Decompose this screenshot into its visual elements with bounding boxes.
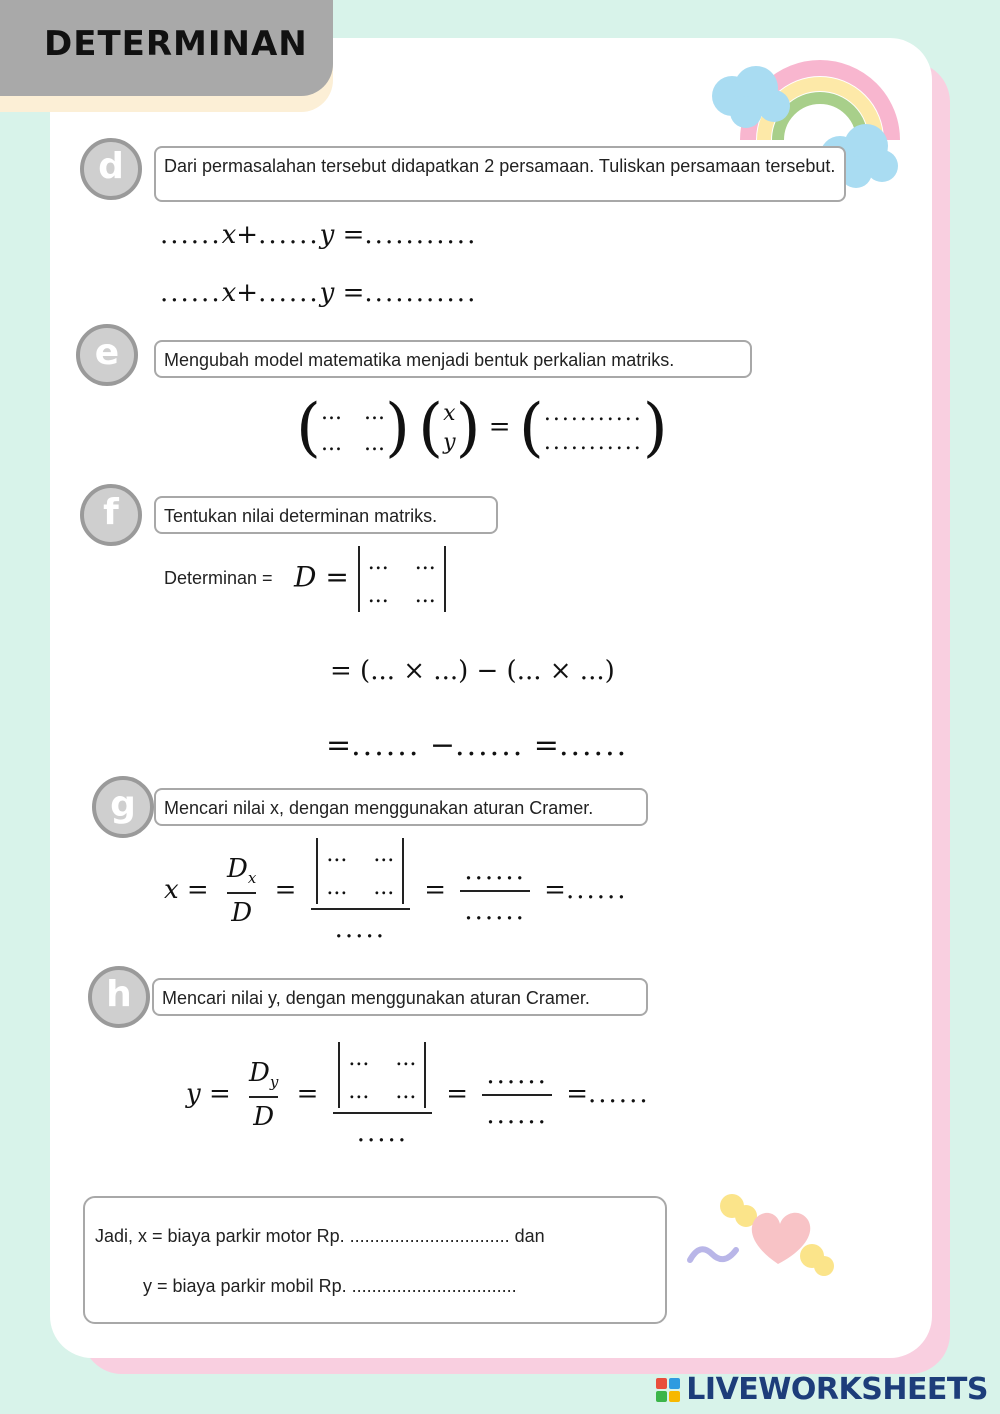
section-f-prompt: Tentukan nilai determinan matriks.	[154, 496, 498, 534]
page-title: DETERMINAN	[44, 24, 308, 64]
equation-1: ......x+......y =...........	[160, 220, 478, 250]
section-g-prompt: Mencari nilai x, dengan menggunakan aturan Cramer.	[154, 788, 648, 826]
equation-2: ......x+......y =...........	[160, 278, 478, 308]
liveworksheets-logo-icon	[656, 1378, 680, 1402]
section-g-marker: g	[92, 776, 154, 838]
conclusion-box	[83, 1196, 667, 1324]
determinant-result-step: =...... −...... =......	[326, 728, 629, 763]
matrix-equation: ( ... ... ... ... ) ( x y ) = ( ........... ........... )	[296, 391, 668, 465]
determinant-product-step: = (... × ...) − (... × ...)	[330, 656, 615, 686]
brand-name: LIVEWORKSHEETS	[686, 1372, 988, 1407]
conclusion-y-line: y = biaya parkir mobil Rp. .................................	[143, 1276, 517, 1296]
section-d-prompt: Dari permasalahan tersebut didapatkan 2 persamaan. Tuliskan persamaan tersebut.	[154, 146, 846, 202]
liveworksheets-brand	[656, 1372, 988, 1407]
conclusion-x-line: Jadi, x = biaya parkir motor Rp. ................................ dan	[95, 1226, 545, 1246]
winged-heart-icon	[684, 1190, 844, 1290]
header-tab	[0, 0, 333, 96]
section-f-marker: f	[80, 484, 142, 546]
determinant-d: D = ... ... ... ...	[294, 546, 446, 612]
section-h-prompt: Mencari nilai y, dengan menggunakan aturan Cramer.	[152, 978, 648, 1016]
section-e-prompt: Mengubah model matematika menjadi bentuk perkalian matriks.	[154, 340, 752, 378]
cramer-x-formula: x = $\frac{D_x}{D}$ = ... ... ... ... ..... = $\frac{......}{......}$ =......	[164, 838, 628, 944]
determinant-label: Determinan =	[164, 568, 273, 588]
section-h-marker: h	[88, 966, 150, 1028]
section-d-marker: d	[80, 138, 142, 200]
section-e-marker: e	[76, 324, 138, 386]
cramer-y-formula: y = $\frac{D_y}{D}$ = ... ... ... ... ..... = $\frac{......}{......}$ =......	[186, 1042, 650, 1148]
